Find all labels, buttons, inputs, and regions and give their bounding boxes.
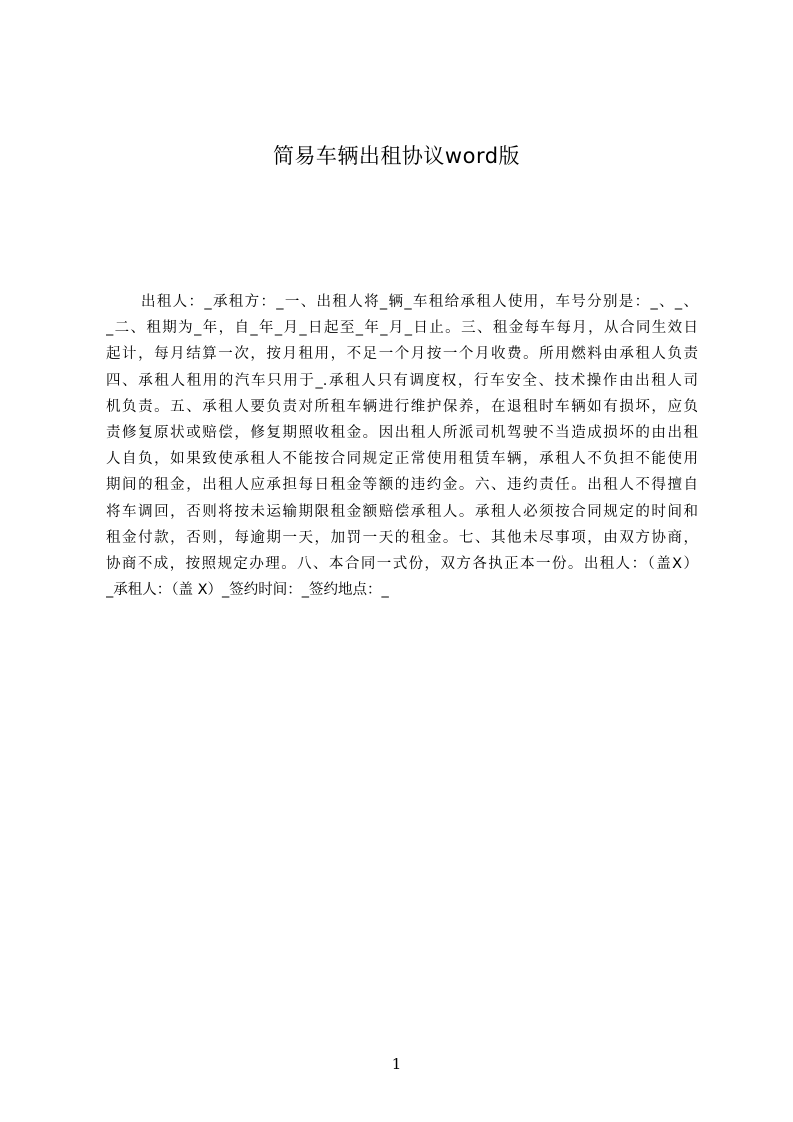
body-line-8: 期间的租金，出租人应承担每日租金等额的违约金。六、违约责任。出租人不得擅自 [106,477,698,494]
body-line-4: 四、承租人租用的汽车只用于_.承租人只有调度权，行车安全、技术操作由出租人司 [106,372,698,389]
body-line-9: 将车调回，否则将按未运输期限租金额赔偿承租人。承租人必须按合同规定的时间和 [106,503,698,520]
body-line-5: 机负责。五、承租人要负责对所租车辆进行维护保养，在退租时车辆如有损坏，应负 [106,398,698,415]
body-line-3: 起计，每月结算一次，按月租用，不足一个月按一个月收费。所用燃料由承租人负责 [106,346,698,363]
body-line-1: 出租人：_承租方：_一、出租人将_辆_车租给承租人使用，车号分别是：_、_、 [141,294,698,310]
page-number: 1 [391,1055,402,1073]
body-line-6: 责修复原状或赔偿，修复期照收租金。因出租人所派司机驾驶不当造成损坏的由出租 [106,424,698,441]
body-line-12: _承租人：（盖 X）_签约时间：_签约地点：_ [106,582,389,599]
body-line-7: 人自负，如果致使承租人不能按合同规定正常使用租赁车辆，承租人不负担不能使用 [106,451,698,468]
body-line-10: 租金付款，否则，每逾期一天，加罚一天的租金。七、其他未尽事项，由双方协商， [106,529,698,546]
document-title: 简易车辆出租协议word版 [272,144,521,168]
agreement-body [106,289,698,603]
body-line-2: _二、租期为_年，自_年_月_日起至_年_月_日止。三、租金每车每月，从合同生效日 [106,320,698,337]
body-line-11: 协商不成，按照规定办理。八、本合同一式份，双方各执正本一份。出租人：（盖X） [106,555,698,572]
